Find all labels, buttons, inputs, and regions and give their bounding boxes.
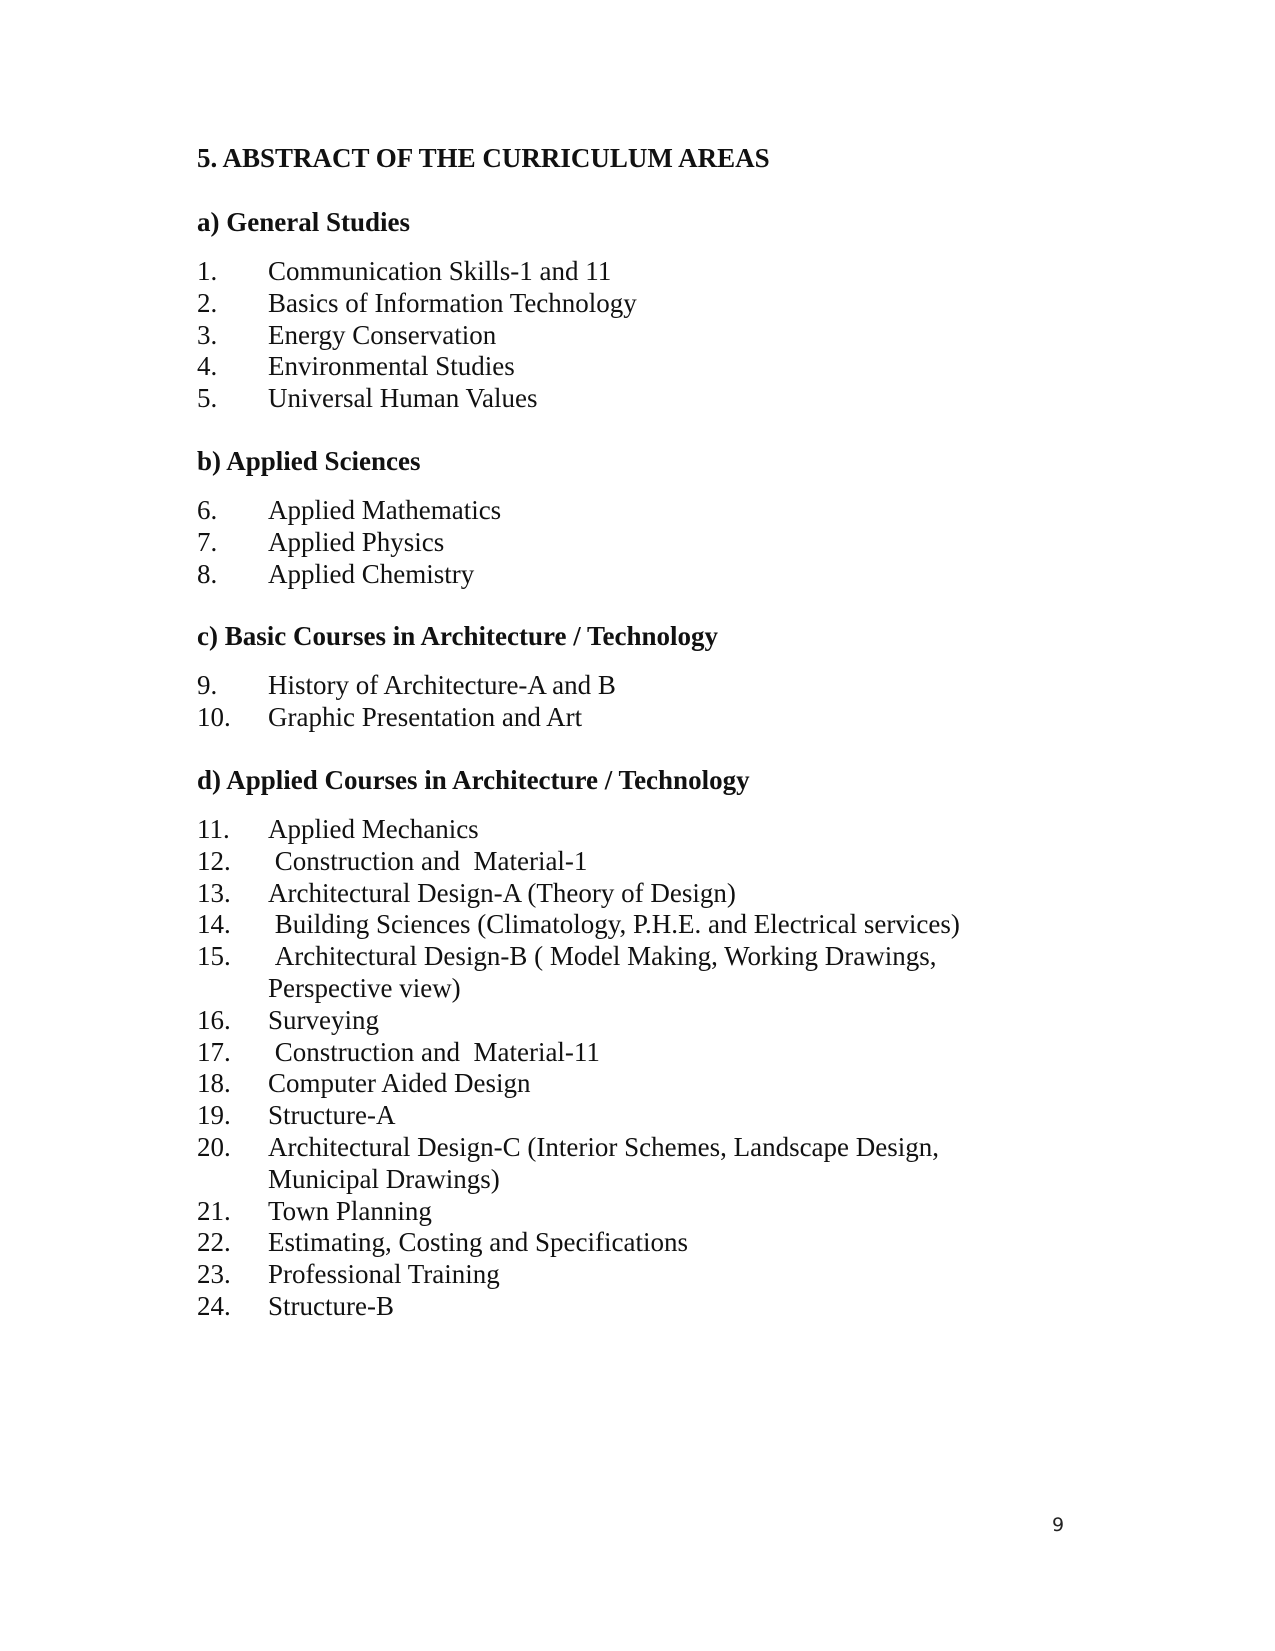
course-name: Computer Aided Design (268, 1068, 531, 1099)
list-item (197, 527, 1037, 559)
course-name: Architectural Design-B ( Model Making, Working Drawings, Perspective view) (268, 941, 944, 1003)
course-name: Structure-A (268, 1100, 396, 1131)
item-number: 9. (197, 670, 218, 701)
list-item (197, 702, 1037, 734)
list-item (197, 878, 1037, 910)
item-number: 2. (197, 287, 218, 318)
page-number: 9 (1052, 1514, 1065, 1536)
item-number: 11. (197, 813, 230, 844)
item-number: 17. (197, 1036, 231, 1067)
list-item (197, 1291, 1037, 1323)
section-heading: c) Basic Courses in Architecture / Technology (197, 621, 718, 652)
list-item (197, 351, 1037, 383)
item-number: 7. (197, 526, 218, 557)
course-name: Applied Mathematics (268, 494, 502, 525)
course-name: Town Planning (268, 1195, 432, 1226)
course-name: Universal Human Values (268, 383, 538, 414)
list-item (197, 495, 1037, 527)
list-item (197, 941, 1037, 1005)
item-number: 3. (197, 319, 218, 350)
item-number: 21. (197, 1195, 231, 1226)
course-name: History of Architecture-A and B (268, 670, 616, 701)
section-heading: d) Applied Courses in Architecture / Technology (197, 764, 750, 795)
course-name: Estimating, Costing and Specifications (268, 1227, 688, 1258)
item-number: 18. (197, 1068, 231, 1099)
page-content (197, 140, 1037, 1351)
item-number: 12. (197, 845, 231, 876)
list-item (197, 256, 1037, 288)
list-item (197, 1132, 1037, 1196)
course-list (197, 670, 1037, 734)
course-name: Architectural Design-C (Interior Schemes, Landscape Design, Municipal Drawings) (268, 1131, 946, 1194)
page-title: 5. ABSTRACT OF THE CURRICULUM AREAS (197, 143, 770, 173)
course-name: Construction and Material-11 (268, 1036, 600, 1067)
item-number: 8. (197, 558, 218, 589)
course-name: Professional Training (268, 1259, 500, 1290)
item-number: 6. (197, 494, 218, 525)
list-item (197, 670, 1037, 702)
item-number: 22. (197, 1227, 231, 1258)
item-number: 13. (197, 877, 231, 908)
list-item (197, 909, 1037, 941)
course-list (197, 495, 1037, 590)
list-item (197, 1259, 1037, 1291)
course-name: Applied Physics (268, 526, 445, 557)
list-item (197, 1227, 1037, 1259)
course-name: Structure-B (268, 1290, 394, 1321)
list-item (197, 814, 1037, 846)
section-heading: b) Applied Sciences (197, 445, 421, 476)
item-number: 19. (197, 1100, 231, 1131)
list-item (197, 320, 1037, 352)
course-name: Surveying (268, 1004, 379, 1035)
list-item (197, 383, 1037, 415)
course-name: Applied Chemistry (268, 558, 475, 589)
item-number: 15. (197, 941, 231, 972)
course-name: Communication Skills-1 and 11 (268, 256, 612, 286)
item-number: 10. (197, 702, 231, 733)
list-item (197, 846, 1037, 878)
course-name: Energy Conservation (268, 319, 497, 350)
list-item (197, 1005, 1037, 1037)
list-item (197, 288, 1037, 320)
list-item (197, 1196, 1037, 1228)
item-number: 24. (197, 1290, 231, 1321)
course-name: Architectural Design-A (Theory of Design) (268, 877, 736, 908)
course-name: Applied Mechanics (268, 813, 479, 844)
section-heading: a) General Studies (197, 207, 410, 237)
item-number: 4. (197, 351, 218, 382)
curriculum-sections (197, 204, 1037, 1323)
list-item (197, 1037, 1037, 1069)
list-item (197, 559, 1037, 591)
item-number: 1. (197, 256, 218, 286)
course-list (197, 814, 1037, 1323)
course-name: Construction and Material-1 (268, 845, 588, 876)
item-number: 14. (197, 909, 231, 940)
list-item (197, 1100, 1037, 1132)
item-number: 5. (197, 383, 218, 414)
course-name: Building Sciences (Climatology, P.H.E. and Electrical services) (268, 909, 960, 940)
course-name: Graphic Presentation and Art (268, 702, 583, 733)
item-number: 16. (197, 1004, 231, 1035)
course-list (197, 256, 1037, 415)
item-number: 23. (197, 1259, 231, 1290)
course-name: Basics of Information Technology (268, 287, 637, 318)
course-name: Environmental Studies (268, 351, 515, 382)
item-number: 20. (197, 1131, 231, 1162)
list-item (197, 1068, 1037, 1100)
